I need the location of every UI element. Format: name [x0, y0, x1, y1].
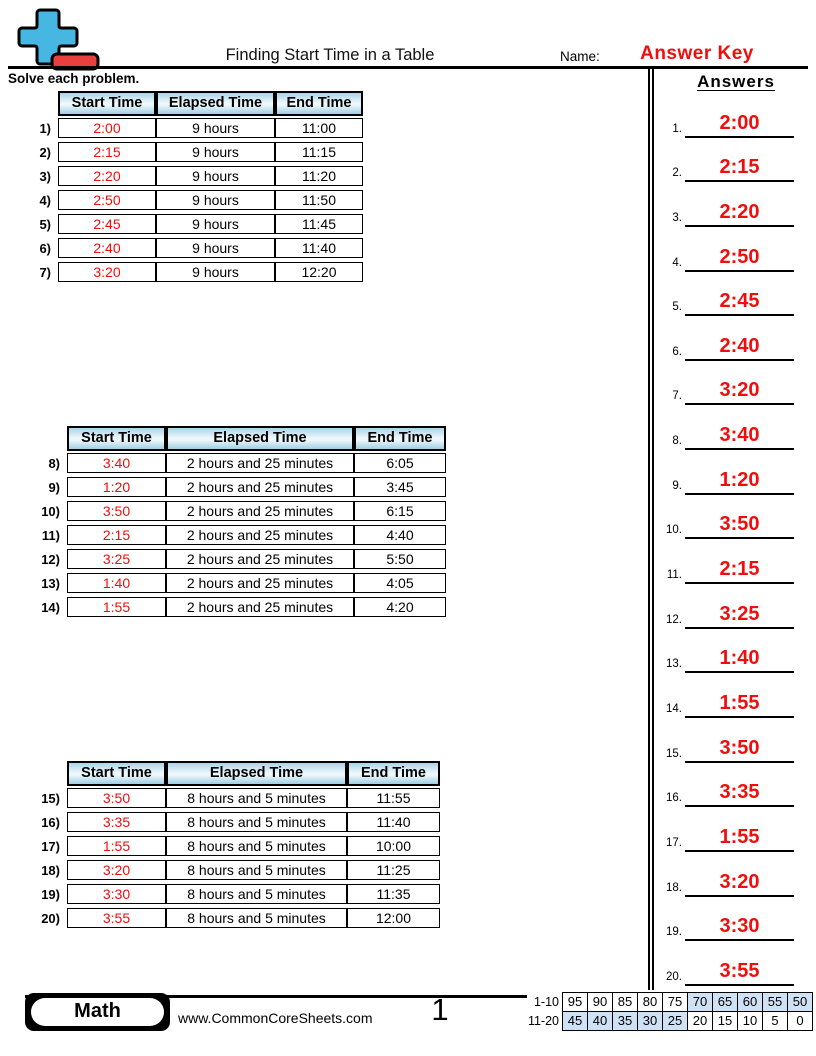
- row-number: 8): [48, 456, 60, 471]
- column-header: End Time: [354, 426, 446, 451]
- answer-number: 1.: [672, 122, 682, 135]
- answer-value: 3:20: [685, 379, 794, 405]
- row-number-spacer: [19, 761, 67, 786]
- answer-number: 9.: [672, 479, 682, 492]
- column-header: Start Time: [67, 426, 166, 451]
- start-time-cell: 3:30: [67, 884, 166, 904]
- answer-value: 2:50: [685, 246, 794, 272]
- end-time-cell: 11:40: [347, 812, 440, 832]
- score-cell: 85: [612, 992, 638, 1012]
- answer-number: 4.: [672, 256, 682, 269]
- answer-item: [656, 450, 794, 495]
- row-number: 16): [41, 815, 60, 830]
- answer-number: 20.: [666, 970, 682, 983]
- subject-badge: [25, 993, 170, 1031]
- answer-value: 1:55: [685, 826, 794, 852]
- score-grid: [527, 992, 813, 1031]
- table-row: [19, 549, 446, 571]
- answer-item: [656, 227, 794, 272]
- score-cell: 70: [687, 992, 713, 1012]
- end-time-cell: 11:20: [275, 166, 363, 186]
- table-row: [10, 166, 363, 188]
- problems-table-3: [19, 761, 440, 932]
- row-number: 17): [41, 839, 60, 854]
- answer-number: 10.: [666, 524, 682, 537]
- end-time-cell: 11:40: [275, 238, 363, 258]
- row-number: 3): [39, 169, 51, 184]
- answer-item: [656, 361, 794, 406]
- row-number: 7): [39, 265, 51, 280]
- row-number: 20): [41, 911, 60, 926]
- answers-column-divider: [648, 69, 654, 990]
- score-grid-range-label: 1-10: [527, 992, 563, 1012]
- header-divider: [8, 66, 808, 69]
- start-time-cell: 1:40: [67, 573, 166, 593]
- instructions-text: Solve each problem.: [8, 71, 140, 86]
- table-row: [10, 214, 363, 236]
- elapsed-time-cell: 2 hours and 25 minutes: [166, 453, 354, 473]
- table-row: [19, 501, 446, 523]
- answer-key-label: Answer Key: [640, 43, 754, 64]
- score-grid-row: [527, 992, 813, 1012]
- answer-item: [656, 673, 794, 718]
- row-number-spacer: [10, 91, 58, 116]
- table-row: [19, 788, 440, 810]
- table-row: [19, 908, 440, 930]
- score-cell: 75: [662, 992, 688, 1012]
- score-cell: 10: [737, 1011, 763, 1031]
- elapsed-time-cell: 8 hours and 5 minutes: [166, 908, 347, 928]
- table-row: [19, 884, 440, 906]
- answer-item: [656, 941, 794, 986]
- start-time-cell: 1:20: [67, 477, 166, 497]
- end-time-cell: 4:40: [354, 525, 446, 545]
- row-number: 6): [39, 241, 51, 256]
- end-time-cell: 12:20: [275, 262, 363, 282]
- problems-table-1: [10, 91, 363, 286]
- answer-item: [656, 763, 794, 808]
- elapsed-time-cell: 8 hours and 5 minutes: [166, 884, 347, 904]
- end-time-cell: 11:50: [275, 190, 363, 210]
- score-cell: 95: [562, 992, 588, 1012]
- end-time-cell: 4:20: [354, 597, 446, 617]
- answer-value: 2:40: [685, 335, 794, 361]
- start-time-cell: 3:25: [67, 549, 166, 569]
- end-time-cell: 11:00: [275, 118, 363, 138]
- start-time-cell: 1:55: [67, 597, 166, 617]
- start-time-cell: 3:20: [67, 860, 166, 880]
- answer-value: 2:20: [685, 201, 794, 227]
- row-number: 4): [39, 193, 51, 208]
- table-row: [19, 477, 446, 499]
- answer-value: 3:55: [685, 960, 794, 986]
- problems-table-2: [19, 426, 446, 621]
- answer-value: 3:30: [685, 915, 794, 941]
- answer-value: 1:20: [685, 469, 794, 495]
- row-number: 5): [39, 217, 51, 232]
- start-time-cell: 2:00: [58, 118, 156, 138]
- elapsed-time-cell: 9 hours: [156, 142, 275, 162]
- end-time-cell: 11:35: [347, 884, 440, 904]
- elapsed-time-cell: 2 hours and 25 minutes: [166, 597, 354, 617]
- row-number: 2): [39, 145, 51, 160]
- elapsed-time-cell: 9 hours: [156, 214, 275, 234]
- score-cell: 55: [762, 992, 788, 1012]
- table-row: [19, 812, 440, 834]
- score-cell: 45: [562, 1011, 588, 1031]
- column-header: Elapsed Time: [166, 761, 347, 786]
- elapsed-time-cell: 2 hours and 25 minutes: [166, 549, 354, 569]
- table-row: [19, 860, 440, 882]
- elapsed-time-cell: 8 hours and 5 minutes: [166, 836, 347, 856]
- end-time-cell: 6:15: [354, 501, 446, 521]
- answer-number: 16.: [666, 792, 682, 805]
- score-cell: 0: [787, 1011, 813, 1031]
- start-time-cell: 3:50: [67, 788, 166, 808]
- website-text: www.CommonCoreSheets.com: [178, 1010, 373, 1026]
- start-time-cell: 3:20: [58, 262, 156, 282]
- row-number: 19): [41, 887, 60, 902]
- answer-item: [656, 897, 794, 942]
- score-cell: 20: [687, 1011, 713, 1031]
- answer-item: [656, 138, 794, 183]
- end-time-cell: 3:45: [354, 477, 446, 497]
- end-time-cell: 6:05: [354, 453, 446, 473]
- answer-value: 3:35: [685, 781, 794, 807]
- start-time-cell: 3:35: [67, 812, 166, 832]
- end-time-cell: 10:00: [347, 836, 440, 856]
- answers-list: [656, 93, 794, 986]
- table-row: [19, 573, 446, 595]
- elapsed-time-cell: 9 hours: [156, 190, 275, 210]
- answer-number: 14.: [666, 702, 682, 715]
- score-cell: 40: [587, 1011, 613, 1031]
- score-grid-row: [527, 1011, 813, 1031]
- answer-number: 3.: [672, 211, 682, 224]
- row-number: 14): [41, 600, 60, 615]
- answer-item: [656, 495, 794, 540]
- elapsed-time-cell: 9 hours: [156, 166, 275, 186]
- score-cell: 25: [662, 1011, 688, 1031]
- table-header-row: [10, 91, 363, 116]
- answer-number: 15.: [666, 747, 682, 760]
- row-number: 12): [41, 552, 60, 567]
- elapsed-time-cell: 8 hours and 5 minutes: [166, 860, 347, 880]
- answer-number: 13.: [666, 658, 682, 671]
- answer-item: [656, 584, 794, 629]
- answer-item: [656, 852, 794, 897]
- column-header: Elapsed Time: [156, 91, 275, 116]
- answer-value: 2:15: [685, 558, 794, 584]
- end-time-cell: 11:15: [275, 142, 363, 162]
- answer-value: 3:50: [685, 737, 794, 763]
- start-time-cell: 3:40: [67, 453, 166, 473]
- answer-value: 3:25: [685, 603, 794, 629]
- answer-number: 12.: [666, 613, 682, 626]
- answers-heading: Answers: [697, 72, 775, 91]
- row-number: 11): [41, 528, 60, 543]
- table-row: [10, 262, 363, 284]
- score-cell: 35: [612, 1011, 638, 1031]
- elapsed-time-cell: 9 hours: [156, 262, 275, 282]
- answer-number: 6.: [672, 345, 682, 358]
- answer-value: 2:15: [685, 156, 794, 182]
- answer-value: 2:45: [685, 290, 794, 316]
- table-row: [10, 190, 363, 212]
- end-time-cell: 4:05: [354, 573, 446, 593]
- end-time-cell: 12:00: [347, 908, 440, 928]
- answer-number: 8.: [672, 435, 682, 448]
- end-time-cell: 11:25: [347, 860, 440, 880]
- answer-value: 3:20: [685, 871, 794, 897]
- brand-logo: [14, 8, 102, 72]
- answer-number: 2.: [672, 167, 682, 180]
- start-time-cell: 3:50: [67, 501, 166, 521]
- table-header-row: [19, 426, 446, 451]
- answer-item: [656, 405, 794, 450]
- score-cell: 90: [587, 992, 613, 1012]
- start-time-cell: 2:50: [58, 190, 156, 210]
- score-cell: 60: [737, 992, 763, 1012]
- elapsed-time-cell: 8 hours and 5 minutes: [166, 788, 347, 808]
- column-header: End Time: [347, 761, 440, 786]
- answer-item: [656, 272, 794, 317]
- elapsed-time-cell: 2 hours and 25 minutes: [166, 525, 354, 545]
- end-time-cell: 11:45: [275, 214, 363, 234]
- column-header: Start Time: [58, 91, 156, 116]
- answer-number: 18.: [666, 881, 682, 894]
- start-time-cell: 2:20: [58, 166, 156, 186]
- answer-number: 11.: [666, 569, 682, 582]
- table-row: [10, 142, 363, 164]
- elapsed-time-cell: 9 hours: [156, 238, 275, 258]
- answer-number: 19.: [666, 926, 682, 939]
- column-header: Elapsed Time: [166, 426, 354, 451]
- answer-item: [656, 807, 794, 852]
- page-number: 1: [431, 992, 449, 1027]
- row-number: 15): [41, 791, 60, 806]
- start-time-cell: 2:15: [67, 525, 166, 545]
- start-time-cell: 3:55: [67, 908, 166, 928]
- row-number: 9): [48, 480, 60, 495]
- score-grid-range-label: 11-20: [527, 1011, 563, 1031]
- score-cell: 80: [637, 992, 663, 1012]
- column-header: End Time: [275, 91, 363, 116]
- score-cell: 65: [712, 992, 738, 1012]
- elapsed-time-cell: 2 hours and 25 minutes: [166, 501, 354, 521]
- table-header-row: [19, 761, 440, 786]
- row-number: 13): [41, 576, 60, 591]
- answer-value: 3:50: [685, 513, 794, 539]
- row-number: 18): [41, 863, 60, 878]
- column-header: Start Time: [67, 761, 166, 786]
- table-row: [10, 118, 363, 140]
- start-time-cell: 2:45: [58, 214, 156, 234]
- answer-item: [656, 718, 794, 763]
- answer-number: 7.: [672, 390, 682, 403]
- elapsed-time-cell: 8 hours and 5 minutes: [166, 812, 347, 832]
- score-cell: 50: [787, 992, 813, 1012]
- answer-value: 3:40: [685, 424, 794, 450]
- score-cell: 15: [712, 1011, 738, 1031]
- elapsed-time-cell: 9 hours: [156, 118, 275, 138]
- elapsed-time-cell: 2 hours and 25 minutes: [166, 573, 354, 593]
- table-row: [19, 453, 446, 475]
- answer-number: 5.: [672, 301, 682, 314]
- answer-item: [656, 316, 794, 361]
- score-cell: 5: [762, 1011, 788, 1031]
- end-time-cell: 11:55: [347, 788, 440, 808]
- subject-label: Math: [31, 998, 164, 1026]
- table-row: [19, 525, 446, 547]
- table-row: [19, 597, 446, 619]
- start-time-cell: 2:15: [58, 142, 156, 162]
- start-time-cell: 1:55: [67, 836, 166, 856]
- answer-value: 1:40: [685, 647, 794, 673]
- answer-item: [656, 539, 794, 584]
- start-time-cell: 2:40: [58, 238, 156, 258]
- page-title: Finding Start Time in a Table: [225, 46, 435, 64]
- answer-value: 2:00: [685, 112, 794, 138]
- table-row: [10, 238, 363, 260]
- answer-value: 1:55: [685, 692, 794, 718]
- name-label: Name:: [560, 49, 600, 64]
- score-cell: 30: [637, 1011, 663, 1031]
- row-number: 10): [41, 504, 60, 519]
- answer-item: [656, 182, 794, 227]
- answer-number: 17.: [666, 836, 682, 849]
- elapsed-time-cell: 2 hours and 25 minutes: [166, 477, 354, 497]
- end-time-cell: 5:50: [354, 549, 446, 569]
- table-row: [19, 836, 440, 858]
- row-number: 1): [39, 121, 51, 136]
- answer-item: [656, 629, 794, 674]
- answer-item: [656, 93, 794, 138]
- row-number-spacer: [19, 426, 67, 451]
